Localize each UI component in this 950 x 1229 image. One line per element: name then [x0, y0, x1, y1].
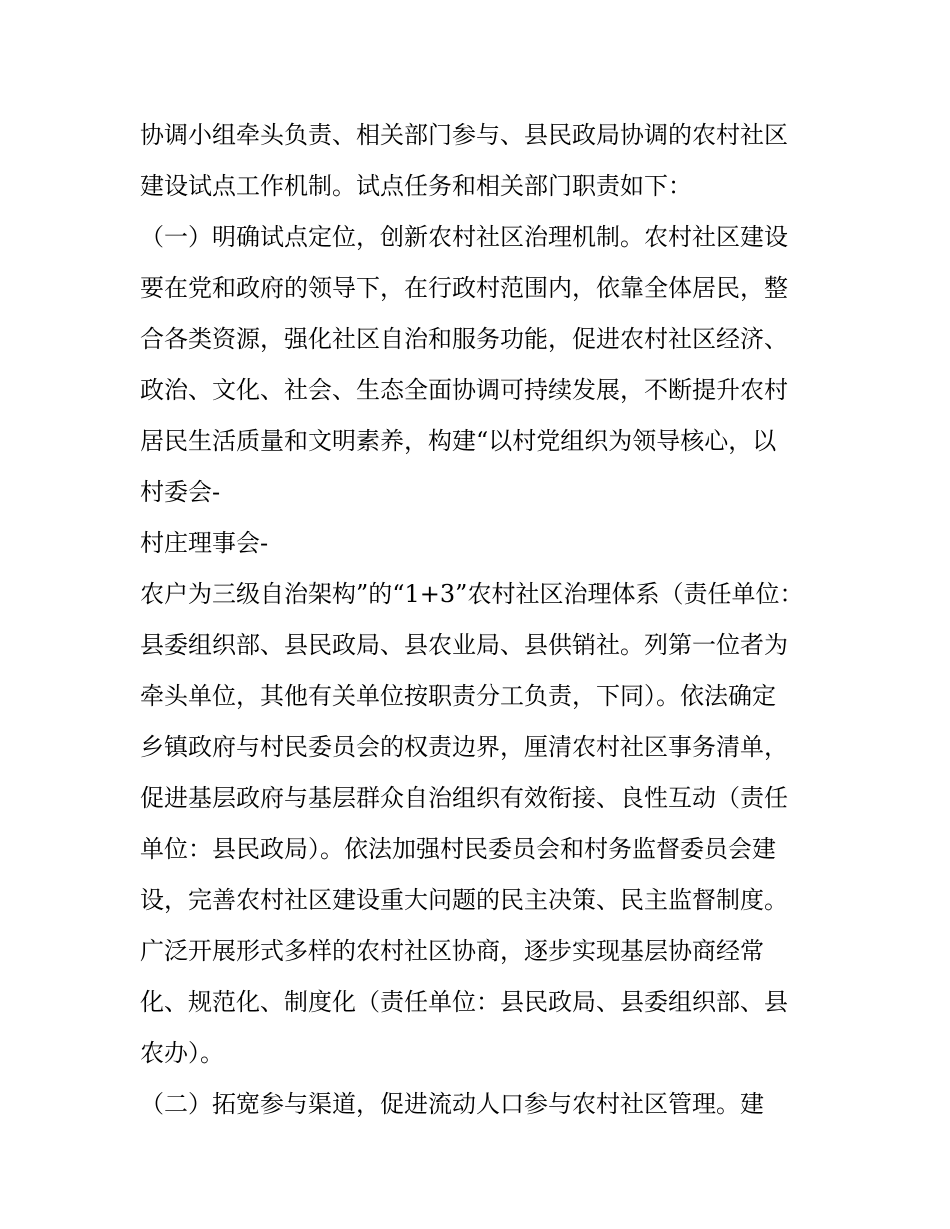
text-line: （二）拓宽参与渠道，促进流动人口参与农村社区管理。建: [140, 1090, 764, 1118]
text-line: 建设试点工作机制。试点任务和相关部门职责如下：: [140, 172, 692, 200]
text-line: 要在党和政府的领导下，在行政村范围内，依靠全体居民，整: [140, 274, 788, 302]
text-line: 居民生活质量和文明素养，构建“以村党组织为领导核心，以: [140, 427, 777, 455]
text-line: 促进基层政府与基层群众自治组织有效衔接、良性互动（责任: [140, 784, 788, 812]
text-line: 设，完善农村社区建设重大问题的民主决策、民主监督制度。: [140, 886, 788, 914]
text-line: 农办）。: [140, 1039, 224, 1067]
text-line: 县委组织部、县民政局、县农业局、县供销社。列第一位者为: [140, 631, 788, 659]
text-line: 协调小组牵头负责、相关部门参与、县民政局协调的农村社区: [140, 121, 788, 149]
text-line: 化、规范化、制度化（责任单位：县民政局、县委组织部、县: [140, 988, 788, 1016]
text-line: 农户为三级自治架构”的“1+3”农村社区治理体系（责任单位：: [140, 580, 804, 608]
text-line: 广泛开展形式多样的农村社区协商，逐步实现基层协商经常: [140, 937, 764, 965]
text-line: 单位：县民政局）。依法加强村民委员会和村务监督委员会建: [140, 835, 776, 863]
text-line: 村庄理事会-: [140, 529, 269, 557]
text-line: （一）明确试点定位，创新农村社区治理机制。农村社区建设: [140, 223, 788, 251]
text-line: 乡镇政府与村民委员会的权责边界，厘清农村社区事务清单，: [140, 733, 788, 761]
text-line: 牵头单位，其他有关单位按职责分工负责，下同）。依法确定: [140, 682, 776, 710]
text-line: 政治、文化、社会、生态全面协调可持续发展，不断提升农村: [140, 376, 788, 404]
text-line: 村委会-: [140, 478, 221, 506]
document-body: [140, 110, 840, 1130]
text-line: 合各类资源，强化社区自治和服务功能，促进农村社区经济、: [140, 325, 788, 353]
